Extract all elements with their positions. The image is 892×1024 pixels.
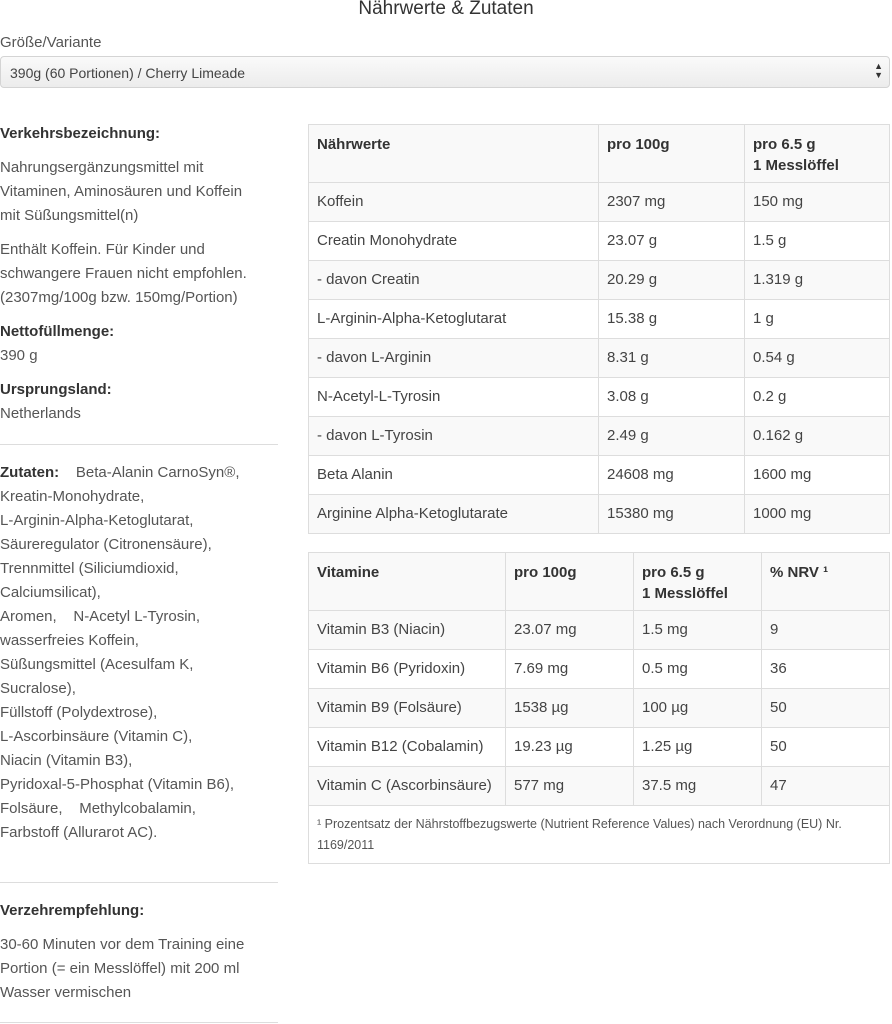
text-line: L-Arginin-Alpha-Ketoglutarat, xyxy=(0,512,194,529)
table-header-row xyxy=(309,553,890,611)
text-line: Füllstoff (Polydextrose), xyxy=(0,704,158,721)
origin-value: Netherlands xyxy=(0,405,81,422)
table-row: Koffein 2307 mg 150 mg xyxy=(309,183,890,222)
table-row: L-Arginin-Alpha-Ketoglutarat 15.38 g 1 g xyxy=(309,300,890,339)
verkehrs-text xyxy=(0,156,278,228)
column-header: Nährwerte xyxy=(309,125,599,183)
verzehr-text xyxy=(0,933,278,1005)
text-line: Aromen, N-Acetyl L-Tyrosin, xyxy=(0,608,201,625)
variant-label: Größe/Variante xyxy=(0,34,102,51)
table-footnote-row xyxy=(309,806,890,864)
text-line: (2307mg/100g bzw. 150mg/Portion) xyxy=(0,289,238,306)
text-line: mit Süßungsmittel(n) xyxy=(0,207,139,224)
table-row: Creatin Monohydrate 23.07 g 1.5 g xyxy=(309,222,890,261)
netto-value: 390 g xyxy=(0,347,38,364)
table-row: Vitamin C (Ascorbinsäure) 577 mg 37.5 mg 47 xyxy=(309,767,890,806)
column-header: % NRV ¹ xyxy=(762,553,890,611)
divider xyxy=(0,882,278,883)
caffeine-warning xyxy=(0,238,278,310)
text-line: Farbstoff (Allurarot AC). xyxy=(0,824,158,841)
text-line: schwangere Frauen nicht empfohlen. xyxy=(0,265,247,282)
text-line: Enthält Koffein. Für Kinder und xyxy=(0,241,205,258)
divider xyxy=(0,444,278,445)
table-header-row xyxy=(309,125,890,183)
nutrition-table xyxy=(308,124,890,534)
text-line: Sucralose), xyxy=(0,680,76,697)
text-line: Folsäure, Methylcobalamin, xyxy=(0,800,196,817)
column-header: pro 100g xyxy=(599,125,745,183)
text-line: Trennmittel (Siliciumdioxid, xyxy=(0,560,179,577)
verkehrs-heading: Verkehrsbezeichnung: xyxy=(0,125,161,142)
divider xyxy=(0,1022,278,1023)
table-row: Arginine Alpha-Ketoglutarate 15380 mg 1000 mg xyxy=(309,495,890,534)
netto-heading: Nettofüllmenge: xyxy=(0,323,115,340)
text-line: L-Ascorbinsäure (Vitamin C), xyxy=(0,728,193,745)
origin-heading: Ursprungsland: xyxy=(0,381,112,398)
column-header: Vitamine xyxy=(309,553,506,611)
ingredients-heading: Zutaten: xyxy=(0,464,60,481)
vitamin-table xyxy=(308,552,890,864)
text-line: Nahrungsergänzungsmittel mit xyxy=(0,159,204,176)
verzehr-heading: Verzehrempfehlung: xyxy=(0,902,145,919)
text-line: Kreatin-Monohydrate, xyxy=(0,488,145,505)
table-row: Beta Alanin 24608 mg 1600 mg xyxy=(309,456,890,495)
table-row: - davon L-Tyrosin 2.49 g 0.162 g xyxy=(309,417,890,456)
table-row: Vitamin B12 (Cobalamin) 19.23 µg 1.25 µg 50 xyxy=(309,728,890,767)
variant-select[interactable] xyxy=(0,56,890,88)
text-line: Calciumsilicat), xyxy=(0,584,101,601)
table-row: - davon L-Arginin 8.31 g 0.54 g xyxy=(309,339,890,378)
select-arrows-icon: ▲ ▼ xyxy=(874,61,883,80)
table-row: N-Acetyl-L-Tyrosin 3.08 g 0.2 g xyxy=(309,378,890,417)
table-row: - davon Creatin 20.29 g 1.319 g xyxy=(309,261,890,300)
text-line: 30-60 Minuten vor dem Training eine xyxy=(0,936,245,953)
page-title: Nährwerte & Zutaten xyxy=(358,0,534,19)
column-header: pro 6.5 g 1 Messlöffel xyxy=(634,553,762,611)
text-line: Pyridoxal-5-Phosphat (Vitamin B6), xyxy=(0,776,234,793)
text-line: Portion (= ein Messlöffel) mit 200 ml xyxy=(0,960,240,977)
text-line: Vitaminen, Aminosäuren und Koffein xyxy=(0,183,243,200)
text-line: Wasser vermischen xyxy=(0,984,132,1001)
text-line: Säureregulator (Citronensäure), xyxy=(0,536,212,553)
text-line: Niacin (Vitamin B3), xyxy=(0,752,133,769)
variant-selected-value: 390g (60 Portionen) / Cherry Limeade xyxy=(10,65,246,81)
column-header: pro 100g xyxy=(506,553,634,611)
column-header: pro 6.5 g 1 Messlöffel xyxy=(745,125,890,183)
table-row: Vitamin B6 (Pyridoxin) 7.69 mg 0.5 mg 36 xyxy=(309,650,890,689)
table-row: Vitamin B3 (Niacin) 23.07 mg 1.5 mg 9 xyxy=(309,611,890,650)
ingredients xyxy=(0,461,278,845)
text-line: Süßungsmittel (Acesulfam K, xyxy=(0,656,194,673)
footnote: ¹ Prozentsatz der Nährstoffbezugswerte (Nutrient Reference Values) nach Verordnung (EU) Nr. 1169/2011 xyxy=(309,806,890,864)
text-line: Beta-Alanin CarnoSyn®, xyxy=(75,464,240,481)
text-line: wasserfreies Koffein, xyxy=(0,632,139,649)
table-row: Vitamin B9 (Folsäure) 1538 µg 100 µg 50 xyxy=(309,689,890,728)
